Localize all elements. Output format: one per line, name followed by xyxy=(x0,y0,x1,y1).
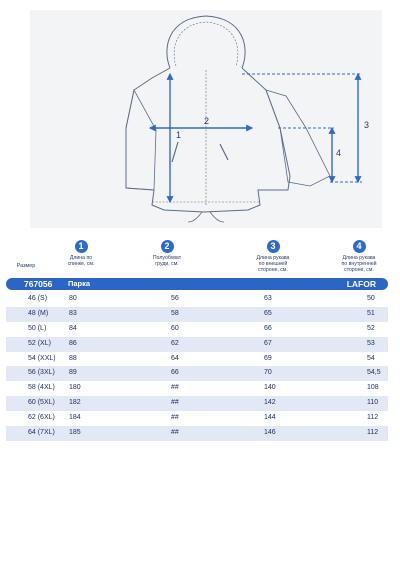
table-row: 54 (XXL) 88 64 69 54 xyxy=(28,354,375,362)
table-row: 62 (6XL) 184 ## 144 112 xyxy=(28,414,379,422)
left-sleeve xyxy=(126,90,156,190)
drawcord xyxy=(188,212,224,222)
column-header-2: 2 Полуобхват груди, см. xyxy=(152,241,182,267)
product-banner xyxy=(6,278,388,290)
table-row: 64 (7XL) 185 ## 146 112 xyxy=(6,426,388,441)
product-code: 767056 xyxy=(24,279,53,289)
table-row: 48 (M) 83 58 65 51 xyxy=(6,307,388,322)
right-pocket xyxy=(220,144,228,160)
measure-label-4: 4 xyxy=(336,148,342,158)
product-name: Парка xyxy=(68,279,91,288)
column-number-badge: 1 xyxy=(75,240,88,253)
size-column-header: Размер xyxy=(16,263,36,269)
table-row: 58 (4XL) 180 ## 140 108 xyxy=(28,384,379,392)
table-row: 52 (XL) 86 62 67 53 xyxy=(6,337,388,352)
hood-outline xyxy=(167,16,245,68)
body-outline xyxy=(126,68,290,212)
measure-label-3: 3 xyxy=(364,120,370,130)
column-header-3: 3 Длина рукава по внешней стороне, см. xyxy=(256,241,290,273)
size-table-header xyxy=(0,240,400,276)
parka-measurement-diagram xyxy=(30,10,382,228)
column-number-badge: 2 xyxy=(161,240,174,253)
column-header-4: 4 Длина рукава по внутренней стороне, см. xyxy=(341,241,377,273)
measure-label-1: 1 xyxy=(176,130,182,140)
table-row: 56 (3XL) 89 66 70 54,5 xyxy=(6,366,388,381)
column-header-1: 1 Длина по спинке, см. xyxy=(67,241,95,267)
table-row: 46 (S) 80 56 63 50 xyxy=(28,295,375,302)
measure-label-2: 2 xyxy=(204,116,210,126)
size-table xyxy=(6,292,388,441)
left-pocket xyxy=(172,142,178,162)
column-number-badge: 4 xyxy=(353,240,366,253)
brand-name: LAFOR xyxy=(346,279,376,289)
right-sleeve xyxy=(266,90,330,186)
column-number-badge: 3 xyxy=(267,240,280,253)
table-row: 60 (5XL) 182 ## 142 110 xyxy=(6,396,388,411)
table-row: 50 (L) 84 60 66 52 xyxy=(28,324,375,332)
